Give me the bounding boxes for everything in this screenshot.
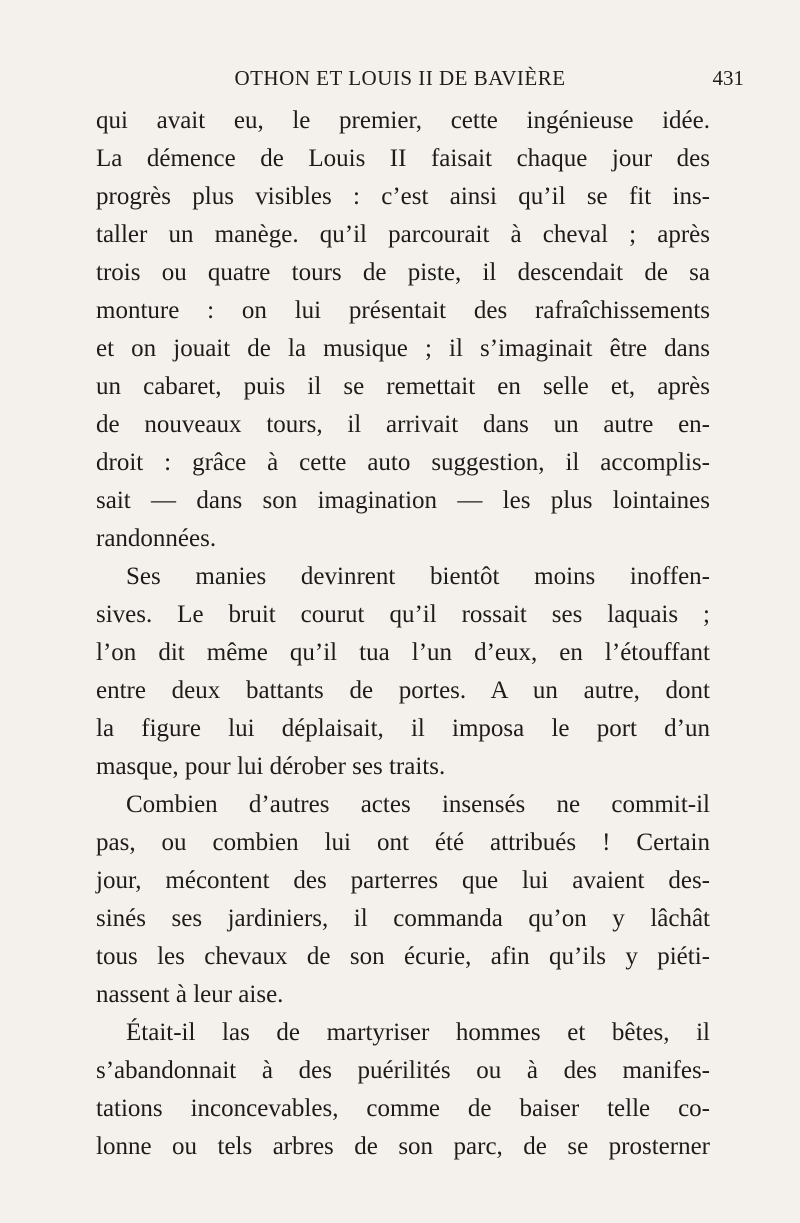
text-line: Ses manies devinrent bientôt moins inoffen-: [126, 563, 710, 590]
text-line: trois ou quatre tours de piste, il descendait de sa: [96, 259, 710, 286]
text-line: sives. Le bruit courut qu’il rossait ses laquais ;: [96, 601, 710, 628]
text-line: droit : grâce à cette auto suggestion, il accomplis-: [96, 449, 710, 476]
page-header: [0, 58, 800, 98]
text-line: qui avait eu, le premier, cette ingénieuse idée.: [96, 107, 710, 134]
text-line: la figure lui déplaisait, il imposa le port d’un: [96, 715, 710, 742]
text-line: sinés ses jardiniers, il commanda qu’on y lâchât: [96, 905, 710, 932]
text-line: nassent à leur aise.: [96, 981, 284, 1008]
text-line: s’abandonnait à des puérilités ou à des manifes-: [96, 1057, 710, 1084]
text-line: masque, pour lui dérober ses traits.: [96, 753, 446, 780]
text-line: progrès plus visibles : c’est ainsi qu’il se fit ins-: [96, 183, 710, 210]
page-number: 431: [712, 66, 744, 90]
running-title: OTHON ET LOUIS II DE BAVIÈRE: [234, 66, 566, 90]
text-line: de nouveaux tours, il arrivait dans un autre en-: [96, 411, 710, 438]
text-line: tations inconcevables, comme de baiser telle co-: [96, 1095, 710, 1122]
text-line: pas, ou combien lui ont été attribués ! Certain: [96, 829, 710, 856]
text-line: lonne ou tels arbres de son parc, de se prosterner: [96, 1133, 710, 1160]
text-line: La démence de Louis II faisait chaque jour des: [96, 145, 710, 172]
text-line: Combien d’autres actes insensés ne commit-il: [126, 791, 710, 818]
text-line: randonnées.: [96, 525, 217, 552]
text-line: un cabaret, puis il se remettait en selle et, après: [96, 373, 710, 400]
text-line: monture : on lui présentait des rafraîchissements: [96, 297, 710, 324]
text-line: sait — dans son imagination — les plus lointaines: [96, 487, 710, 514]
text-line: tous les chevaux de son écurie, afin qu’ils y piéti-: [96, 943, 710, 970]
text-line: taller un manège. qu’il parcourait à cheval ; après: [96, 221, 710, 248]
text-line: jour, mécontent des parterres que lui avaient des-: [96, 867, 710, 894]
text-line: et on jouait de la musique ; il s’imaginait être dans: [96, 335, 710, 362]
text-line: Était-il las de martyriser hommes et bêtes, il: [126, 1019, 710, 1046]
text-line: entre deux battants de portes. A un autre, dont: [96, 677, 710, 704]
text-line: l’on dit même qu’il tua l’un d’eux, en l’étouffant: [96, 639, 710, 666]
